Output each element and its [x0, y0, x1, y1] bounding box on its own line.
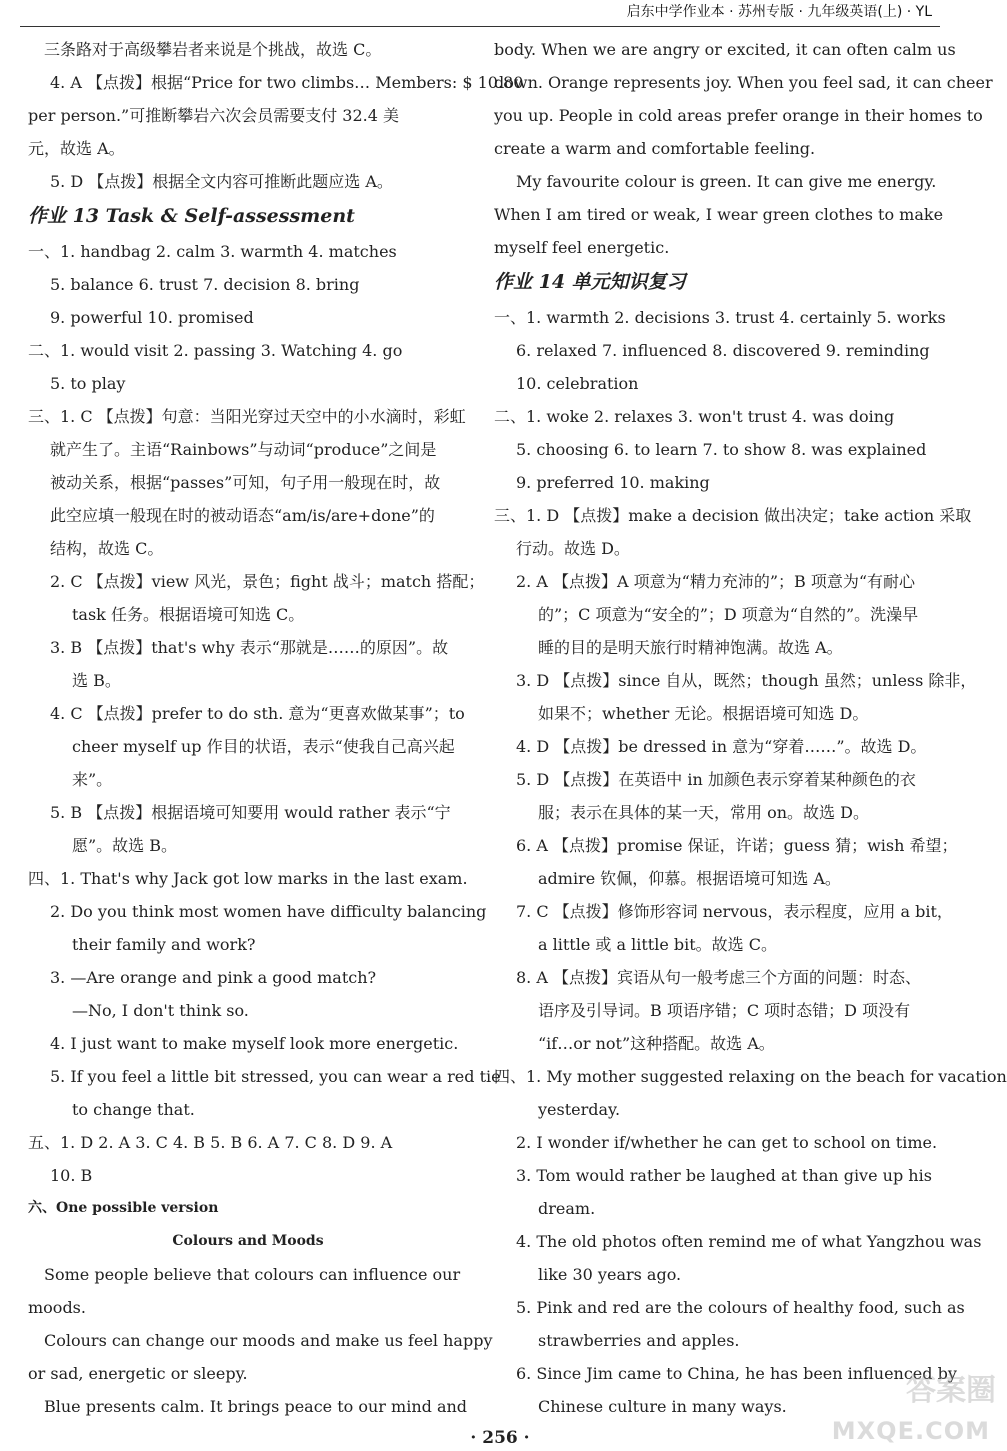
text-line: 睡的目的是明天旅行时精神饱满。故选 A。 — [538, 638, 843, 657]
text-line: 4. C 【点拨】prefer to do sth. 意为“更喜欢做某事”；to — [50, 704, 465, 723]
text-line: strawberries and apples. — [538, 1331, 740, 1350]
page-number: · 256 · — [470, 1428, 530, 1448]
text-line: 9. powerful 10. promised — [50, 308, 254, 327]
text-line: 5. D 【点拨】根据全文内容可推断此题应选 A。 — [50, 172, 393, 191]
text-line: 元，故选 A。 — [28, 139, 125, 158]
text-line: —No, I don't think so. — [72, 1001, 249, 1020]
text-line: Some people believe that colours can influence our — [44, 1265, 461, 1284]
text-line: 3. Tom would rather be laughed at than give up his — [516, 1166, 932, 1185]
section-heading: 作业 14 单元知识复习 — [494, 271, 686, 293]
text-line: myself feel energetic. — [494, 238, 670, 257]
text-line: 选 B。 — [72, 671, 121, 690]
text-line: 5. B 【点拨】根据语境可知要用 would rather 表示“宁 — [50, 803, 451, 822]
text-line: to change that. — [72, 1100, 195, 1119]
text-line: dream. — [538, 1199, 596, 1218]
text-line: 四、1. That's why Jack got low marks in the last exam. — [28, 869, 468, 888]
text-line: 2. I wonder if/whether he can get to school on time. — [516, 1133, 938, 1152]
text-line: 5. D 【点拨】在英语中 in 加颜色表示穿着某种颜色的衣 — [516, 770, 916, 789]
text-line: 三、1. D 【点拨】make a decision 做出决定；take action 采取 — [494, 506, 972, 525]
text-line: 3. B 【点拨】that's why 表示“那就是……的原因”。故 — [50, 638, 449, 657]
text-line: 2. C 【点拨】view 风光，景色；fight 战斗；match 搭配； — [50, 572, 485, 591]
text-line: Colours can change our moods and make us feel happy — [44, 1331, 493, 1350]
text-line: admire 钦佩，仰慕。根据语境可知选 A。 — [538, 869, 841, 888]
text-line: 6. A 【点拨】promise 保证，许诺；guess 猜；wish 希望； — [516, 836, 958, 855]
text-line: My favourite colour is green. It can give me energy. — [516, 172, 937, 191]
text-line: 三、1. C 【点拨】句意：当阳光穿过天空中的小水滴时，彩虹 — [28, 407, 466, 426]
text-line: 5. Pink and red are the colours of healthy food, such as — [516, 1298, 965, 1317]
text-line: 就产生了。主语“Rainbows”与动词“produce”之间是 — [50, 440, 437, 459]
text-line: 一、1. warmth 2. decisions 3. trust 4. certainly 5. works — [494, 308, 946, 327]
text-line: 3. D 【点拨】since 自从，既然；though 虽然；unless 除非， — [516, 671, 977, 690]
watermark-bottom: MXQE.COM — [831, 1417, 990, 1445]
text-line: or sad, energetic or sleepy. — [28, 1364, 248, 1383]
text-line: 二、1. would visit 2. passing 3. Watching 4. go — [28, 341, 403, 360]
text-line: like 30 years ago. — [538, 1265, 682, 1284]
text-line: 3. —Are orange and pink a good match? — [50, 968, 377, 987]
text-line: 二、1. woke 2. relaxes 3. won't trust 4. was doing — [494, 407, 895, 426]
watermark-stamp — [831, 1361, 1000, 1451]
text-line: cheer myself up 作目的状语，表示“使我自己高兴起 — [72, 737, 455, 756]
text-line: Chinese culture in many ways. — [538, 1397, 787, 1416]
text-line: 4. A 【点拨】根据“Price for two climbs… Members: $ 10.80 — [50, 73, 524, 92]
text-line: 5. to play — [50, 374, 126, 393]
text-line: 4. I just want to make myself look more energetic. — [50, 1034, 459, 1053]
section-heading: 作业 13 Task & Self-assessment — [28, 205, 355, 227]
text-line: 9. preferred 10. making — [516, 473, 710, 492]
text-line: 结构，故选 C。 — [50, 539, 164, 558]
text-line: 此空应填一般现在时的被动语态“am/is/are+done”的 — [50, 506, 435, 525]
text-line: 5. If you feel a little bit stressed, you can wear a red tie — [50, 1067, 501, 1086]
text-line: 2. Do you think most women have difficulty balancing — [50, 902, 487, 921]
text-line: 一、1. handbag 2. calm 3. warmth 4. matches — [28, 242, 397, 261]
text-line: 6. Since Jim came to China, he has been influenced by — [516, 1364, 957, 1383]
text-line: down. Orange represents joy. When you feel sad, it can cheer — [494, 73, 993, 92]
running-header: 启东中学作业本 · 苏州专版 · 九年级英语(上) · YL — [20, 0, 940, 27]
text-line: 被动关系，根据“passes”可知，句子用一般现在时，故 — [50, 473, 441, 492]
text-line: 2. A 【点拨】A 项意为“精力充沛的”；B 项意为“有耐心 — [516, 572, 916, 591]
text-line: 8. A 【点拨】宾语从句一般考虑三个方面的问题：时态、 — [516, 968, 921, 987]
text-line: “if…or not”这种搭配。故选 A。 — [538, 1034, 775, 1053]
text-line: 10. celebration — [516, 374, 639, 393]
text-line: body. When we are angry or excited, it can often calm us — [494, 40, 956, 59]
text-line: 6. relaxed 7. influenced 8. discovered 9. reminding — [516, 341, 930, 360]
text-line: task 任务。根据语境可知选 C。 — [72, 605, 305, 624]
watermark-top: 答案圈 — [906, 1373, 996, 1408]
text-line: moods. — [28, 1298, 86, 1317]
text-line: create a warm and comfortable feeling. — [494, 139, 816, 158]
text-line: 三条路对于高级攀岩者来说是个挑战，故选 C。 — [44, 40, 382, 59]
text-line: 7. C 【点拨】修饰形容词 nervous，表示程度，应用 a bit， — [516, 902, 953, 921]
text-line: 的”；C 项意为“安全的”；D 项意为“自然的”。洗澡早 — [538, 605, 919, 624]
text-line: 语序及引导词。B 项语序错；C 项时态错；D 项没有 — [538, 1001, 911, 1020]
text-line: 服；表示在具体的某一天，常用 on。故选 D。 — [538, 803, 869, 822]
text-line: 五、1. D 2. A 3. C 4. B 5. B 6. A 7. C 8. D 9. A — [28, 1133, 393, 1152]
text-line: 5. choosing 6. to learn 7. to show 8. was explained — [516, 440, 927, 459]
text-line: Blue presents calm. It brings peace to our mind and — [44, 1397, 468, 1416]
text-line: their family and work? — [72, 935, 256, 954]
text-line: 10. B — [50, 1166, 93, 1185]
text-line: 4. D 【点拨】be dressed in 意为“穿着……”。故选 D。 — [516, 737, 927, 756]
text-line: 四、1. My mother suggested relaxing on the beach for vacation — [494, 1067, 1007, 1086]
text-line: you up. People in cold areas prefer orange in their homes to — [494, 106, 983, 125]
essay-title: Colours and Moods — [172, 1233, 324, 1249]
text-line: yesterday. — [538, 1100, 621, 1119]
text-line: 六、One possible version — [28, 1200, 219, 1216]
left-column — [28, 33, 524, 1423]
text-line: 来”。 — [72, 770, 113, 789]
text-line: 4. The old photos often remind me of what Yangzhou was — [516, 1232, 982, 1251]
text-line: 5. balance 6. trust 7. decision 8. bring — [50, 275, 360, 294]
text-line: per person.”可推断攀岩六次会员需要支付 32.4 美 — [28, 106, 400, 125]
text-line: When I am tired or weak, I wear green clothes to make — [494, 205, 944, 224]
text-line: a little 或 a little bit。故选 C。 — [538, 935, 777, 954]
text-line: 行动。故选 D。 — [516, 539, 630, 558]
text-line: 如果不；whether 无论。根据语境可知选 D。 — [538, 704, 869, 723]
text-line: 愿”。故选 B。 — [72, 836, 178, 855]
